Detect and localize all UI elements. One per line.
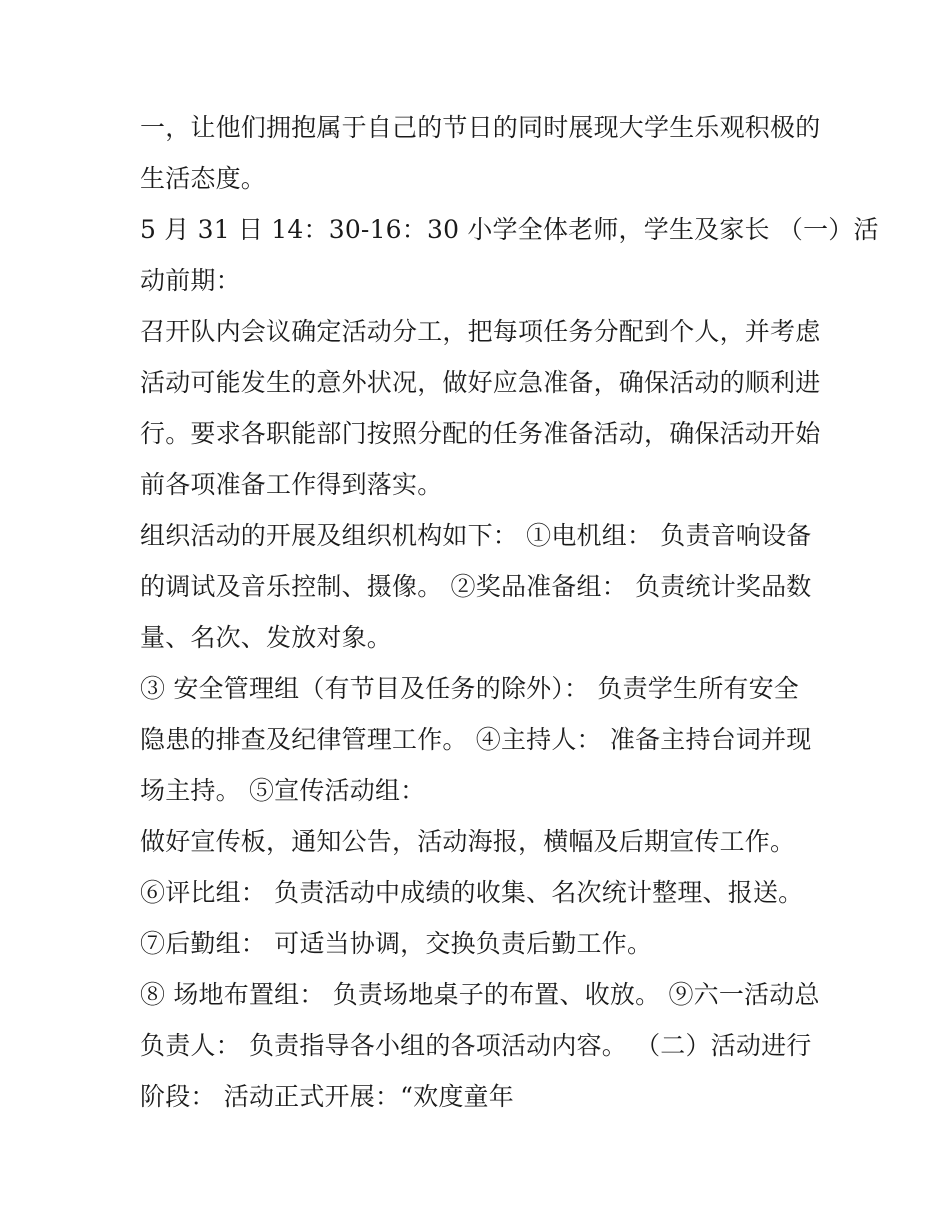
text-line: 隐患的排查及纪律管理工作。 ④主持人： 准备主持台词并现 (140, 725, 812, 754)
text-line: 负责人： 负责指导各小组的各项活动内容。 （二）活动进行 (140, 1031, 812, 1060)
text-line: 召开队内会议确定活动分工，把每项任务分配到个人，并考虑 (140, 317, 821, 346)
text-line: ⑥评比组： 负责活动中成绩的收集、名次统计整理、报送。 (140, 878, 804, 907)
text-line: 的调试及音乐控制、摄像。 ②奖品准备组： 负责统计奖品数 (140, 572, 812, 601)
text-line: 一，让他们拥抱属于自己的节日的同时展现大学生乐观积极的 (140, 113, 821, 142)
text-line: 生活态度。 (140, 164, 267, 193)
text-line: 量、名次、发放对象。 (140, 623, 393, 652)
text-line: 做好宣传板，通知公告，活动海报，横幅及后期宣传工作。 (140, 827, 796, 856)
text-line: 场主持。 ⑤宣传活动组： (140, 776, 426, 805)
text-line: 活动可能发生的意外状况，做好应急准备，确保活动的顺利进 (140, 368, 821, 397)
text-line: 组织活动的开展及组织机构如下： ①电机组： 负责音响设备 (140, 521, 812, 550)
text-line: ⑦后勤组： 可适当协调，交换负责后勤工作。 (140, 929, 653, 958)
text-line: 动前期： (140, 266, 241, 295)
text-line: ③ 安全管理组（有节目及任务的除外）： 负责学生所有安全 (140, 674, 799, 703)
text-line: 前各项准备工作得到落实。 (140, 470, 443, 499)
text-line: 行。要求各职能部门按照分配的任务准备活动，确保活动开始 (140, 419, 821, 448)
text-line: 阶段： 活动正式开展：“欢度童年 (140, 1082, 514, 1111)
text-line: 5 月 31 日 14：30-16：30 小学全体老师，学生及家长 （一）活 (140, 215, 879, 244)
text-line: ⑧ 场地布置组： 负责场地桌子的布置、收放。 ⑨六一活动总 (140, 980, 820, 1009)
